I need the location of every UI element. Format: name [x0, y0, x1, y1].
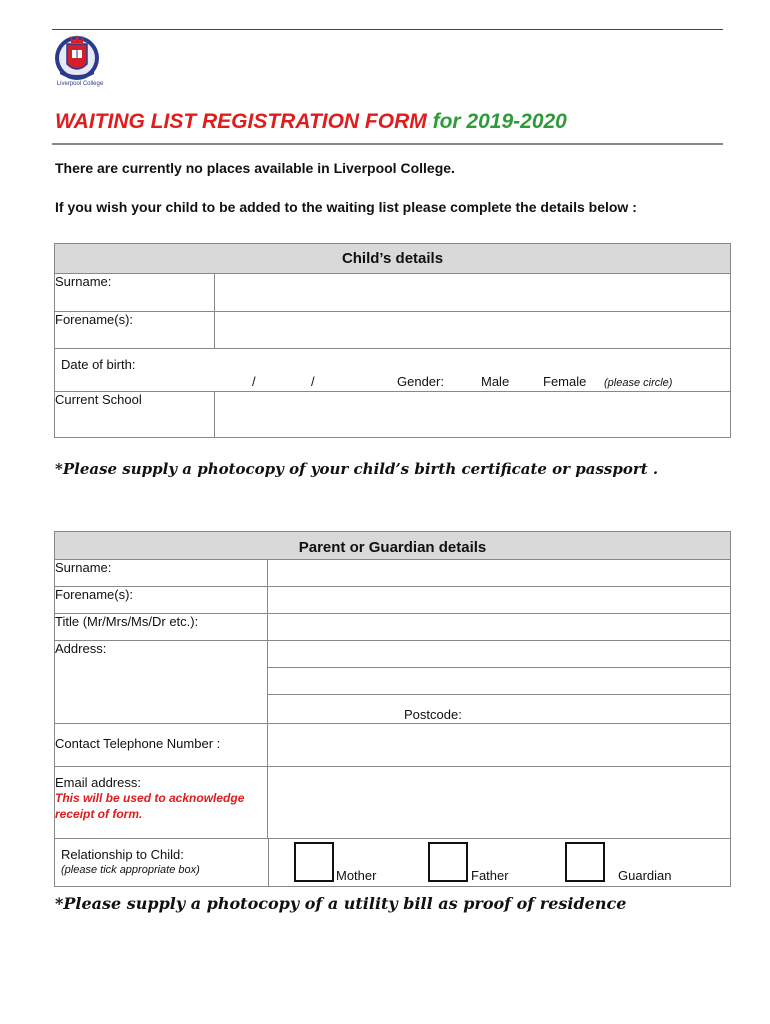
title-main: WAITING LIST REGISTRATION FORM — [55, 110, 427, 133]
title-year: for 2019-2020 — [432, 110, 567, 133]
gender-label: Gender: — [397, 374, 444, 389]
parent-forenames-field[interactable] — [268, 587, 731, 614]
utility-bill-note: *Please supply a photocopy of a utility bill as proof of residence — [55, 894, 627, 913]
child-surname-field[interactable] — [215, 274, 731, 311]
child-details-header: Child’s details — [55, 244, 731, 274]
address-line-3[interactable] — [268, 695, 731, 724]
child-details-table — [54, 243, 731, 438]
gender-female-option[interactable]: Female — [543, 374, 587, 389]
top-rule — [52, 29, 723, 30]
address-line-2[interactable] — [268, 668, 731, 695]
mother-checkbox[interactable] — [294, 842, 334, 882]
postcode-label: Postcode: — [404, 707, 462, 722]
parent-surname-label: Surname: — [55, 560, 268, 587]
birth-certificate-note: *Please supply a photocopy of your child’s birth certificate or passport . — [55, 460, 659, 478]
email-field[interactable] — [268, 767, 731, 839]
current-school-field[interactable] — [215, 392, 731, 438]
email-label-cell — [55, 767, 268, 839]
address-line-1[interactable] — [268, 641, 731, 668]
parent-details-table — [54, 531, 731, 887]
parent-surname-field[interactable] — [268, 560, 731, 587]
dob-separator-2: / — [311, 374, 315, 389]
title-rule — [52, 143, 723, 145]
parent-forenames-label: Forename(s): — [55, 587, 268, 614]
email-label: Email address: — [55, 775, 141, 790]
guardian-checkbox[interactable] — [565, 842, 605, 882]
phone-label: Contact Telephone Number : — [55, 724, 268, 767]
child-forenames-label: Forename(s): — [55, 312, 215, 349]
intro-line-1: There are currently no places available in Liverpool College. — [55, 160, 455, 176]
child-surname-label: Surname: — [55, 274, 112, 289]
child-dob-row — [55, 349, 731, 392]
child-surname-row — [55, 274, 731, 312]
dob-separator-1: / — [252, 374, 256, 389]
child-forenames-field[interactable] — [215, 312, 731, 349]
parent-title-label: Title (Mr/Mrs/Ms/Dr etc.): — [55, 614, 268, 641]
logo-caption: Liverpool College — [56, 81, 104, 87]
page-title — [55, 110, 567, 134]
gender-male-option[interactable]: Male — [481, 374, 510, 389]
circle-hint: (please circle) — [604, 377, 673, 389]
phone-field[interactable] — [268, 724, 731, 767]
mother-label: Mother — [336, 868, 377, 883]
father-label: Father — [471, 868, 509, 883]
parent-details-header: Parent or Guardian details — [55, 532, 731, 560]
relationship-label: Relationship to Child: — [61, 847, 184, 862]
address-label: Address: — [55, 641, 268, 724]
child-dob-label: Date of birth: — [61, 357, 136, 372]
parent-title-field[interactable] — [268, 614, 731, 641]
current-school-label: Current School — [55, 392, 215, 438]
father-checkbox[interactable] — [428, 842, 468, 882]
guardian-label: Guardian — [618, 868, 672, 883]
intro-line-2: If you wish your child to be added to the waiting list please complete the details below : — [55, 199, 637, 215]
relationship-hint: (please tick appropriate box) — [61, 864, 200, 876]
email-note: This will be used to acknowledge receipt of form. — [55, 791, 245, 821]
relationship-row — [55, 839, 731, 887]
